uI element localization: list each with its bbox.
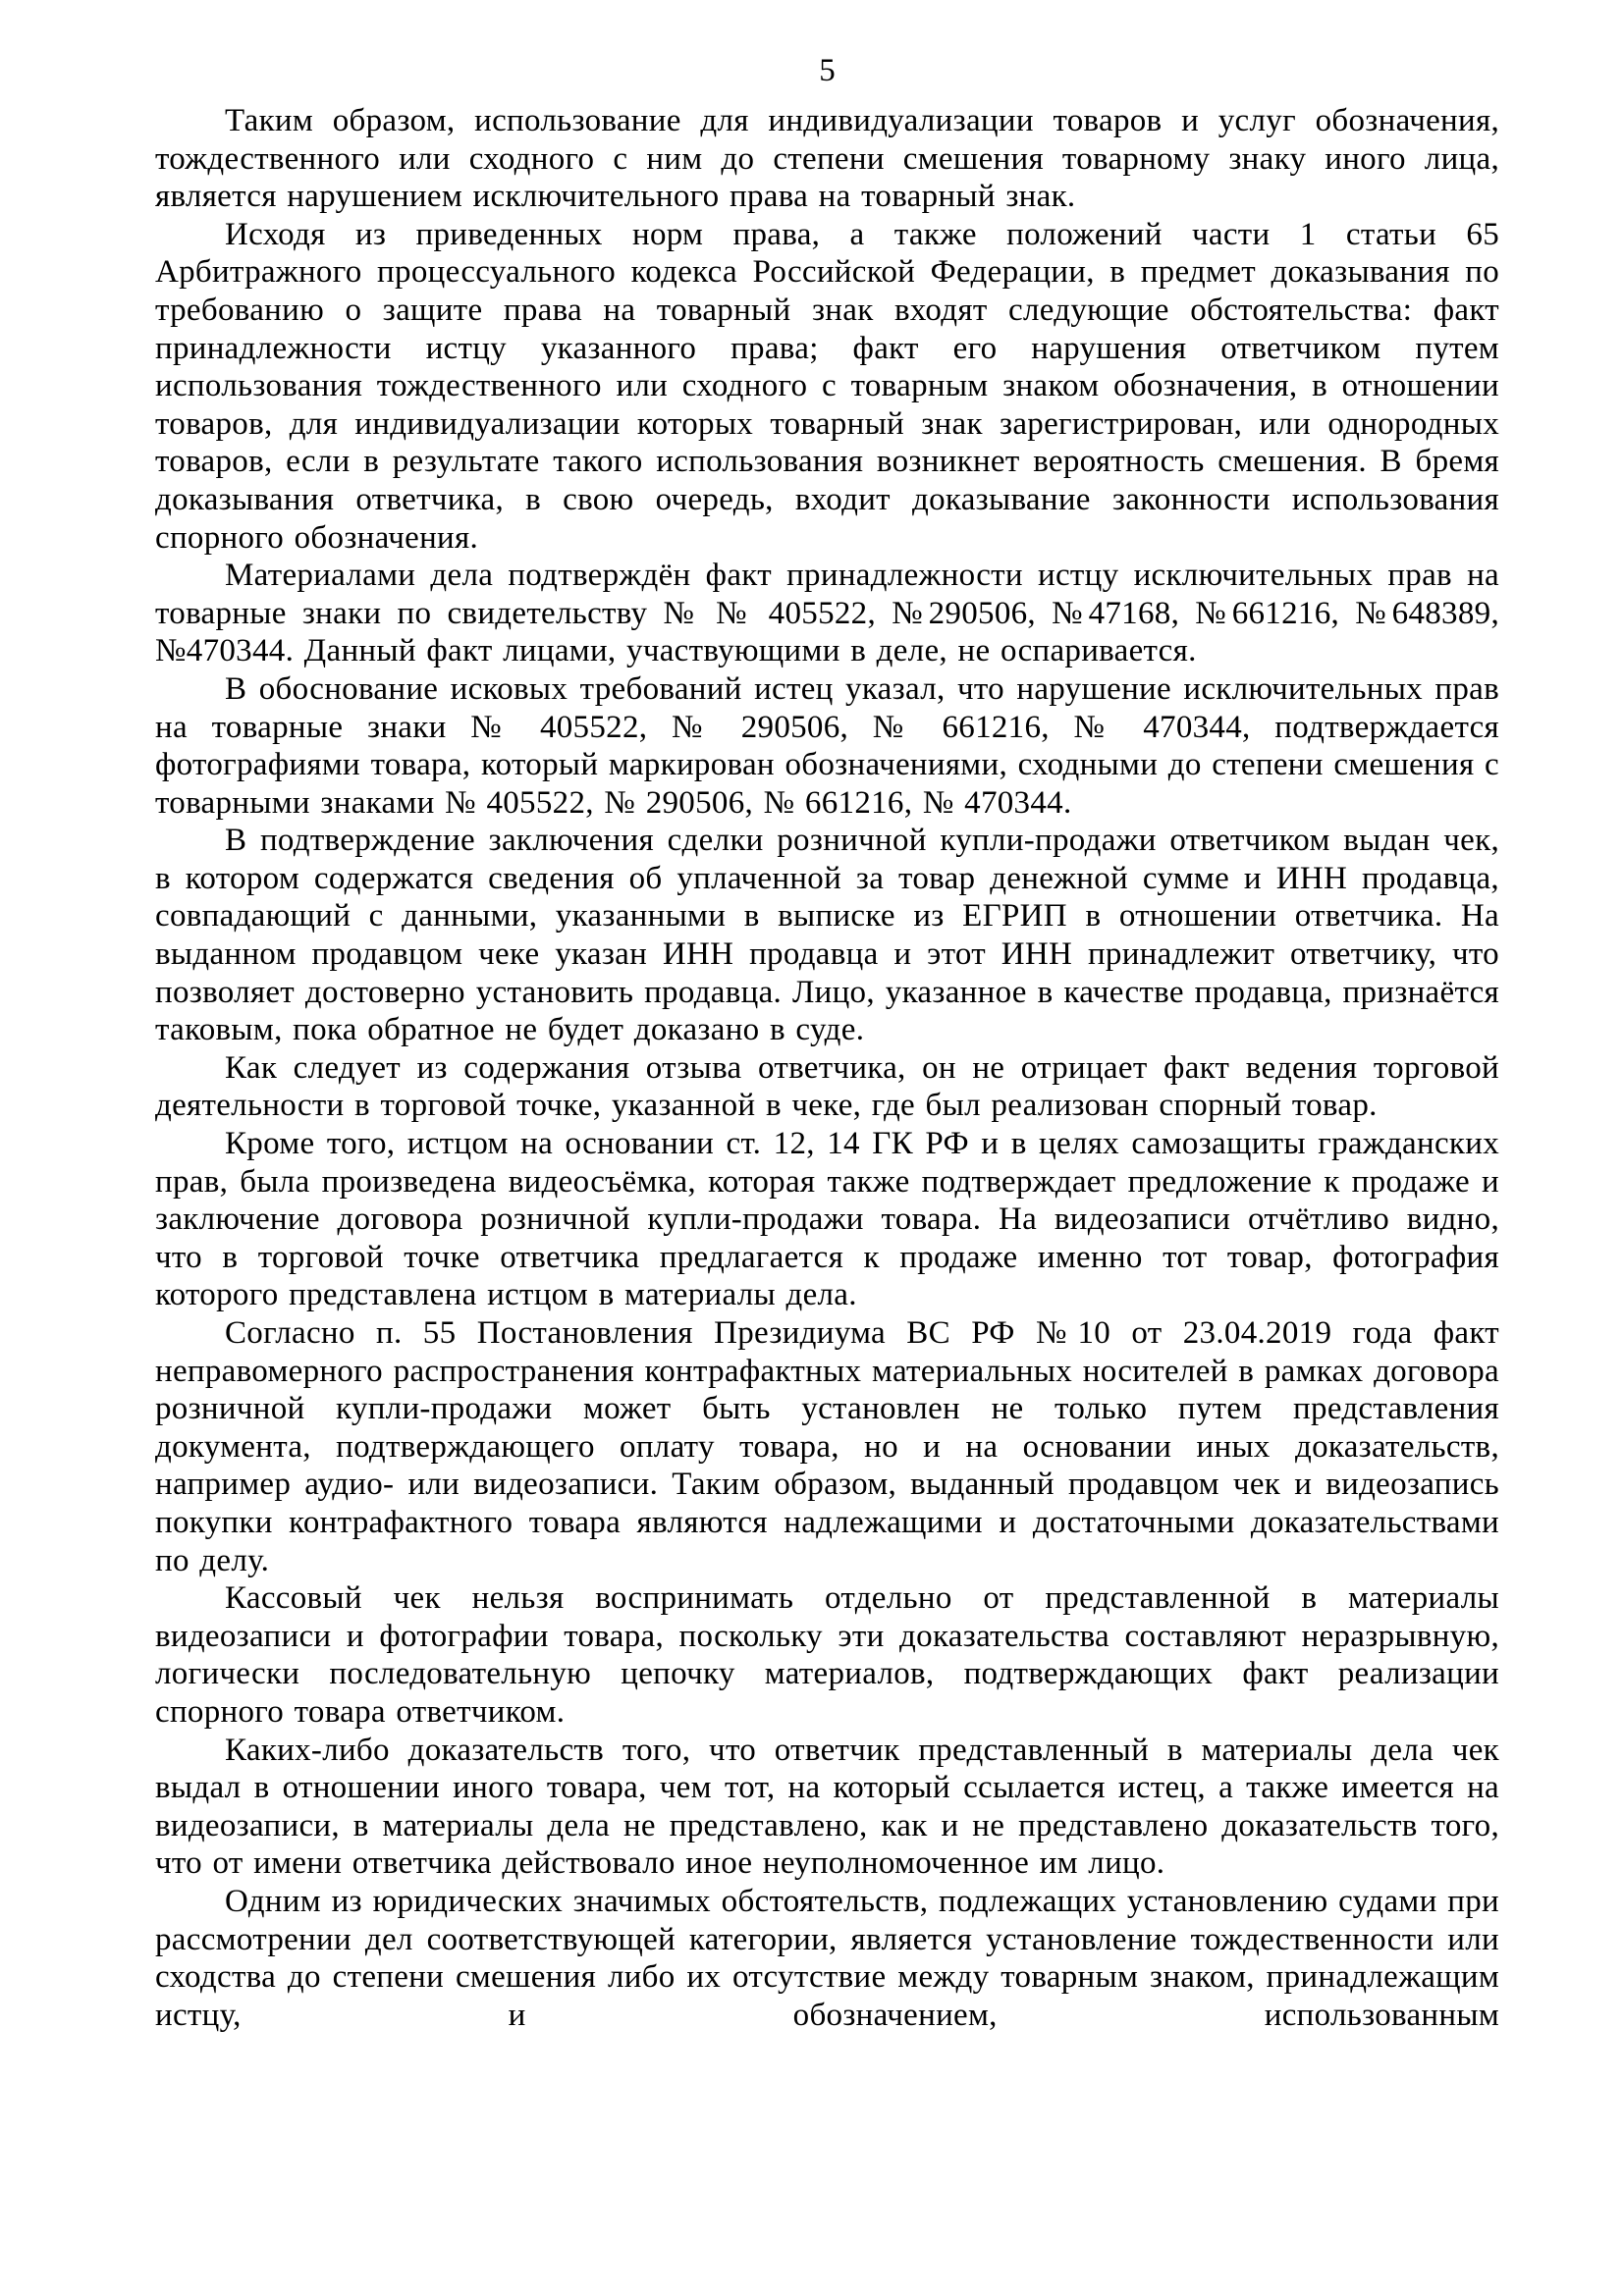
paragraph: Как следует из содержания отзыва ответчика, он не отрицает факт ведения торговой деятельности в торговой точке, указанной в чеке, где был реализован спорный товар. bbox=[155, 1049, 1499, 1124]
paragraph: В подтверждение заключения сделки розничной купли-продажи ответчиком выдан чек, в котором содержатся сведения об уплаченной за товар денежной сумме и ИНН продавца, совпадающий с данными, указанными в выписке из ЕГРИП в отношении ответчика. На выданном продавцом чеке указан ИНН продавца и этот ИНН принадлежит ответчику, что позволяет достоверно установить продавца. Лицо, указанное в качестве продавца, признаётся таковым, пока обратное не будет доказано в суде. bbox=[155, 823, 1499, 1048]
paragraph: Кассовый чек нельзя воспринимать отдельно от представленной в материалы видеозаписи и фотографии товара, поскольку эти доказательства составляют неразрывную, логически последовательную цепочку материалов, подтверждающих факт реализации спорного товара ответчиком. bbox=[155, 1580, 1499, 1730]
paragraph: Каких-либо доказательств того, что ответчик представленный в материалы дела чек выдал в отношении иного товара, чем тот, на который ссылается истец, а также имеется на видеозаписи, в материалы дела не представлено, как и не представлено доказательств того, что от имени ответчика действовало иное неуполномоченное им лицо. bbox=[155, 1732, 1499, 1882]
paragraph: Материалами дела подтверждён факт принадлежности истцу исключительных прав на товарные знаки по свидетельству № № 405522, №290506, №47168, №661216, №648389, №470344. Данный факт лицами, участвующими в деле, не оспаривается. bbox=[155, 558, 1499, 669]
paragraph: Таким образом, использование для индивидуализации товаров и услуг обозначения, тождественного или сходного с ним до степени смешения товарному знаку иного лица, является нарушением исключительного права на товарный знак. bbox=[155, 103, 1499, 215]
paragraph: Согласно п. 55 Постановления Президиума ВС РФ №10 от 23.04.2019 года факт неправомерного распространения контрафактных материальных носителей в рамках договора розничной купли-продажи может быть установлен не только путем представления документа, подтверждающего оплату товара, но и на основании иных доказательств, например аудио- или видеозаписи. Таким образом, выданный продавцом чек и видеозапись покупки контрафактного товара являются надлежащими и достаточными доказательствами по делу. bbox=[155, 1315, 1499, 1578]
paragraph: Исходя из приведенных норм права, а также положений части 1 статьи 65 Арбитражного процессуального кодекса Российской Федерации, в предмет доказывания по требованию о защите права на товарный знак входят следующие обстоятельства: факт принадлежности истцу указанного права; факт его нарушения ответчиком путем использования тождественного или сходного с товарным знаком обозначения, в отношении товаров, для индивидуализации которых товарный знак зарегистрирован, или однородных товаров, если в результате такого использования возникнет вероятность смешения. В бремя доказывания ответчика, в свою очередь, входит доказывание законности использования спорного обозначения. bbox=[155, 216, 1499, 556]
paragraph: Одним из юридических значимых обстоятельств, подлежащих установлению судами при рассмотрении дел соответствующей категории, является установление тождественности или сходства до степени смешения либо их отсутствие между товарным знаком, принадлежащим истцу, и обозначением, использованным bbox=[155, 1883, 1499, 2033]
paragraph: Кроме того, истцом на основании ст. 12, 14 ГК РФ и в целях самозащиты гражданских прав, была произведена видеосъёмка, которая также подтверждает предложение к продаже и заключение договора розничной купли-продажи товара. На видеозаписи отчётливо видно, что в торговой точке ответчика предлагается к продаже именно тот товар, фотография которого представлена истцом в материалы дела. bbox=[155, 1126, 1499, 1313]
paragraph: В обоснование исковых требований истец указал, что нарушение исключительных прав на товарные знаки № 405522, № 290506, № 661216, № 470344, подтверждается фотографиями товара, который маркирован обозначениями, сходными до степени смешения с товарными знаками № 405522, № 290506, № 661216, № 470344. bbox=[155, 670, 1499, 821]
document-body bbox=[155, 102, 1499, 2034]
page-number: 5 bbox=[819, 53, 836, 88]
